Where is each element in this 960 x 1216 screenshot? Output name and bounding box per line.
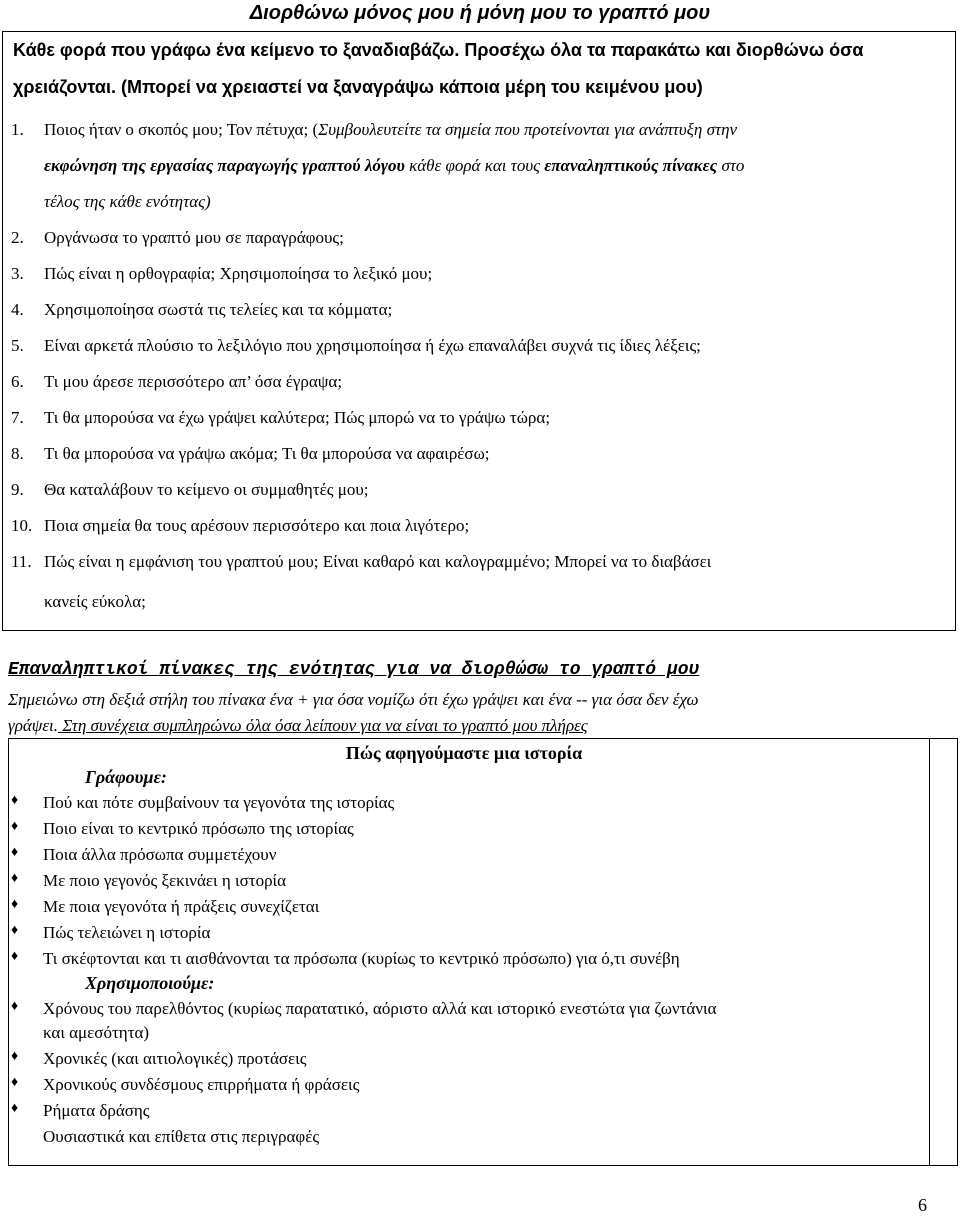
- section-title: Επαναληπτικοί πίνακες της ενότητας για να διορθώσω το γραπτό μου: [8, 660, 700, 680]
- diamond-bullet-icon: ♦: [11, 1049, 19, 1064]
- item-number: 7.: [11, 408, 24, 427]
- checklist-item-6: [11, 372, 342, 392]
- diamond-bullet-icon: ♦: [11, 1075, 19, 1090]
- review-table: [8, 738, 958, 1166]
- diamond-bullet-icon: ♦: [11, 871, 19, 886]
- item-text: Τι μου άρεσε περισσότερο απ’ όσα έγραψα;: [44, 372, 343, 391]
- table-column-divider: [929, 739, 930, 1165]
- diamond-bullet-icon: ♦: [11, 793, 19, 808]
- item-number: 2.: [11, 228, 24, 247]
- instruction-line-1: Σημειώνω στη δεξιά στήλη του πίνακα ένα + για όσα νομίζω ότι έχω γράψει και ένα -- για όσα δεν έχω: [8, 690, 699, 709]
- item-text-italic: Συμβουλευτείτε τα σημεία που προτείνονται για ανάπτυξη στην: [318, 120, 738, 139]
- row-text: Με ποιο γεγονός ξεκινάει η ιστορία: [43, 871, 287, 890]
- diamond-bullet-icon: ♦: [11, 1101, 19, 1116]
- item-number: 10.: [11, 516, 33, 535]
- row-text: Πού και πότε συμβαίνουν τα γεγονότα της ιστορίας: [43, 793, 395, 812]
- item-text: Οργάνωσα το γραπτό μου σε παραγράφους;: [44, 228, 344, 247]
- item-number: 4.: [11, 300, 24, 319]
- checklist-item-10: [11, 516, 469, 536]
- subheading-use: Χρησιμοποιούμε:: [85, 973, 215, 993]
- row-text: Με ποια γεγονότα ή πράξεις συνεχίζεται: [43, 897, 320, 916]
- diamond-bullet-icon: ♦: [11, 819, 19, 834]
- intro-line-1: Κάθε φορά που γράφω ένα κείμενο το ξαναδιαβάζω. Προσέχω όλα τα παρακάτω και διορθώνω όσα: [13, 40, 864, 60]
- row-text: Ποιο είναι το κεντρικό πρόσωπο της ιστορίας: [43, 819, 354, 838]
- checklist-item-8: [11, 444, 490, 464]
- page-title: Διορθώνω μόνος μου ή μόνη μου το γραπτό μου: [249, 2, 711, 24]
- item-text: Χρησιμοποίησα σωστά τις τελείες και τα κόμματα;: [44, 300, 393, 319]
- table-title: Πώς αφηγούμαστε μια ιστορία: [345, 743, 583, 763]
- diamond-bullet-icon: ♦: [11, 999, 19, 1014]
- item-text: κάθε φορά και τους: [404, 156, 545, 175]
- checklist-item-7: [11, 408, 550, 428]
- instruction-line-2: [8, 716, 588, 736]
- row-text: Ουσιαστικά και επίθετα στις περιγραφές: [43, 1127, 320, 1146]
- instruction-text: γράψει.: [8, 716, 59, 735]
- item-text-bold: εκφώνηση της εργασίας παραγωγής γραπτού λόγου: [44, 156, 405, 175]
- item-number: 8.: [11, 444, 24, 463]
- item-text: Είναι αρκετά πλούσιο το λεξιλόγιο που χρησιμοποίησα ή έχω επαναλάβει συχνά τις ίδιες λέξεις;: [44, 336, 701, 355]
- item-text: Πώς είναι η ορθογραφία; Χρησιμοποίησα το λεξικό μου;: [44, 264, 433, 283]
- item-text: Θα καταλάβουν το κείμενο οι συμμαθητές μου;: [44, 480, 369, 499]
- diamond-bullet-icon: ♦: [11, 845, 19, 860]
- checklist-item-1-line-3: τέλος της κάθε ενότητας): [44, 192, 211, 211]
- instruction-text-underlined: Στη συνέχεια συμπληρώνω όλα όσα λείπουν για να είναι το γραπτό μου πλήρες: [58, 716, 588, 735]
- diamond-bullet-icon: ♦: [11, 949, 19, 964]
- row-text: Ρήματα δράσης: [43, 1101, 150, 1120]
- page-number: 6: [918, 1195, 927, 1215]
- item-text: στο: [717, 156, 745, 175]
- diamond-bullet-icon: ♦: [11, 897, 19, 912]
- checklist-item-3: [11, 264, 432, 284]
- item-number: 11.: [11, 552, 32, 571]
- row-text: Τι σκέφτονται και τι αισθάνονται τα πρόσωπα (κυρίως το κεντρικό πρόσωπο) για ό,τι συνέβη: [43, 949, 680, 968]
- item-number: 5.: [11, 336, 24, 355]
- checklist-item-11-line-2: κανείς εύκολα;: [44, 592, 146, 611]
- checklist-item-5: [11, 336, 701, 356]
- diamond-bullet-icon: ♦: [11, 923, 19, 938]
- item-number: 3.: [11, 264, 24, 283]
- checklist-item-9: [11, 480, 368, 500]
- checklist-box: [2, 31, 956, 631]
- row-text: Χρονικούς συνδέσμους επιρρήματα ή φράσεις: [43, 1075, 360, 1094]
- subheading-write: Γράφουμε:: [85, 767, 167, 787]
- item-text: Τι θα μπορούσα να έχω γράψει καλύτερα; Πώς μπορώ να το γράψω τώρα;: [44, 408, 551, 427]
- checklist-item-2: [11, 228, 344, 248]
- item-text-bold: επαναληπτικούς πίνακες: [544, 156, 718, 175]
- item-number: 1.: [11, 120, 24, 139]
- item-text: Ποια σημεία θα τους αρέσουν περισσότερο και ποια λιγότερο;: [44, 516, 470, 535]
- intro-line-2: χρειάζονται. (Μπορεί να χρειαστεί να ξαναγράψω κάποια μέρη του κειμένου μου): [13, 77, 703, 97]
- row-text: Ποια άλλα πρόσωπα συμμετέχουν: [43, 845, 277, 864]
- checklist-item-1: [11, 120, 737, 140]
- row-text: Πώς τελειώνει η ιστορία: [43, 923, 211, 942]
- item-text: Τι θα μπορούσα να γράψω ακόμα; Τι θα μπορούσα να αφαιρέσω;: [44, 444, 490, 463]
- checklist-item-11: [11, 552, 711, 572]
- checklist-item-1-line-2: [44, 156, 744, 176]
- checklist-item-4: [11, 300, 392, 320]
- item-text: Πώς είναι η εμφάνιση του γραπτού μου; Είναι καθαρό και καλογραμμένο; Μπορεί να το διαβάσει: [44, 552, 712, 571]
- item-number: 6.: [11, 372, 24, 391]
- row-text: Χρόνους του παρελθόντος (κυρίως παρατατικό, αόριστο αλλά και ιστορικό ενεστώτα για ζωντάνια: [43, 999, 717, 1018]
- item-number: 9.: [11, 480, 24, 499]
- item-text: Ποιος ήταν ο σκοπός μου; Τον πέτυχα; (: [44, 120, 319, 139]
- row-text: Χρονικές (και αιτιολογικές) προτάσεις: [43, 1049, 307, 1068]
- row-text: και αμεσότητα): [43, 1023, 150, 1042]
